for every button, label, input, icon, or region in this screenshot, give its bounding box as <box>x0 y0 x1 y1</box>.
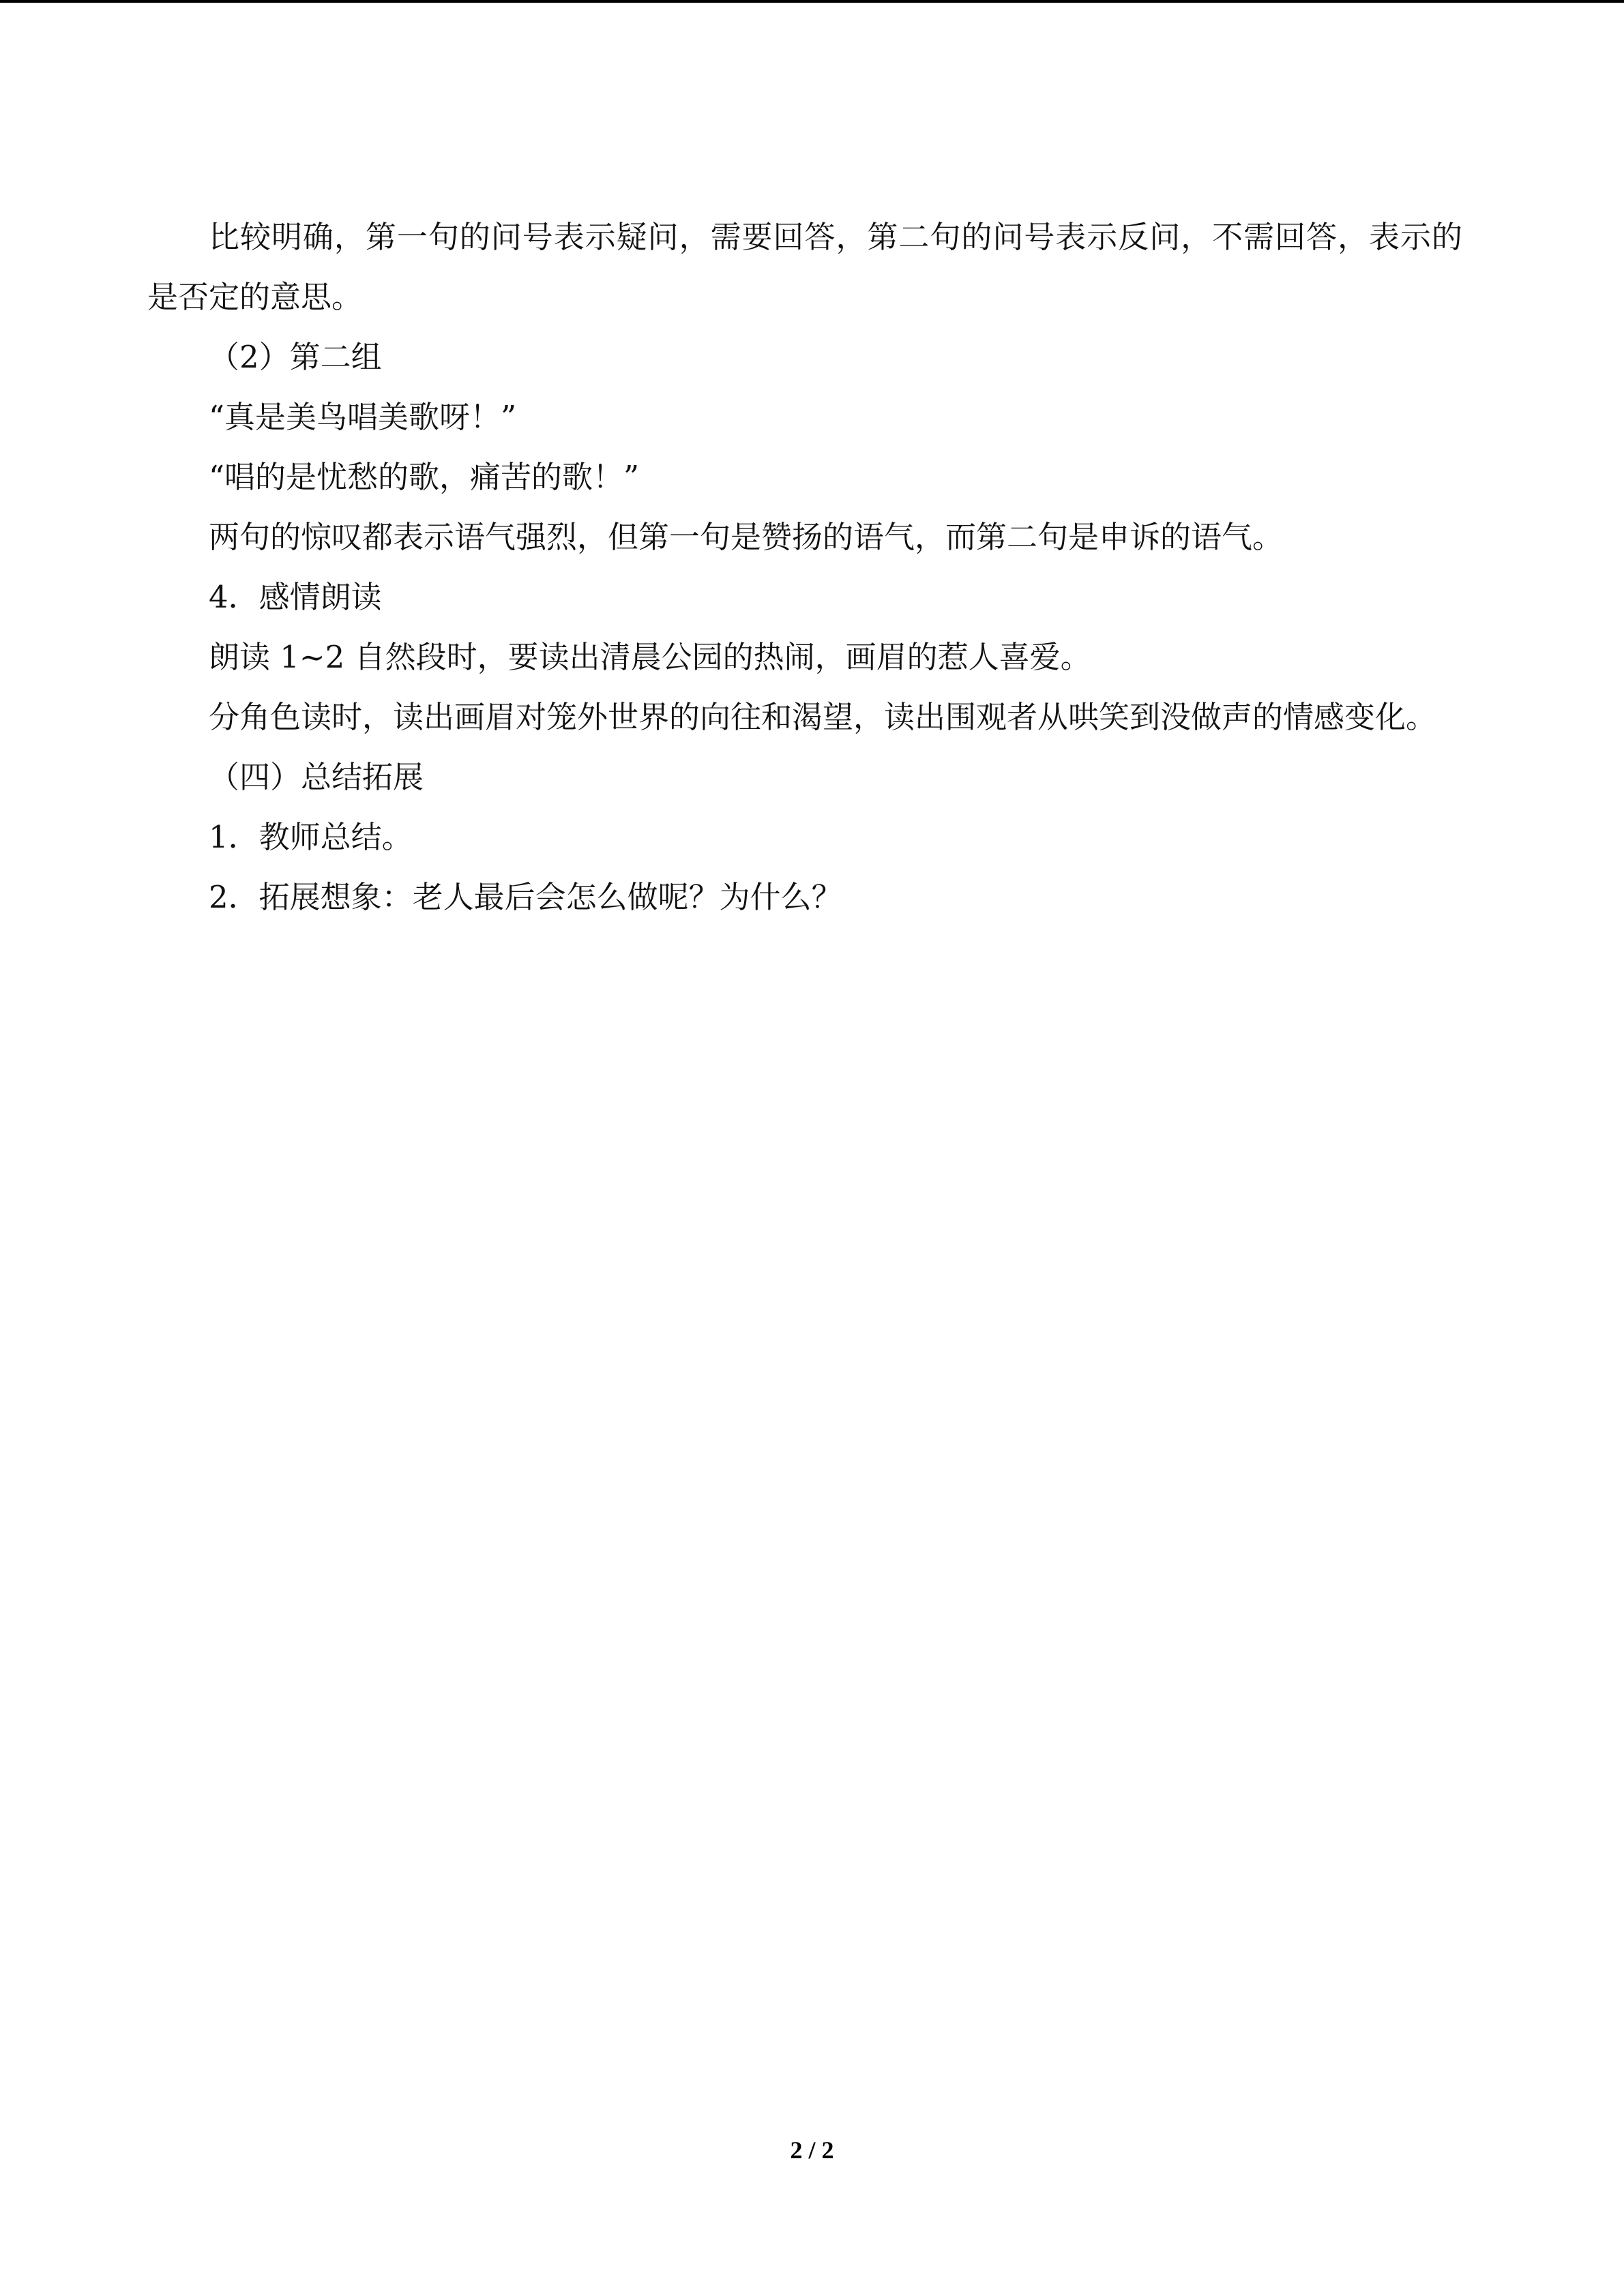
paragraph-section-4-heading: 4．感情朗读 <box>209 579 382 615</box>
paragraph-group-two-heading: （2）第二组 <box>209 339 382 375</box>
paragraph-reading-2: 分角色读时，读出画眉对笼外世界的向往和渴望，读出围观者从哄笑到没做声的情感变化。 <box>209 699 1437 735</box>
paragraph-intro: 比较明确，第一句的问号表示疑问，需要回答，第二句的问号表示反问，不需回答，表示的是否定的意思。 <box>147 219 1462 315</box>
paragraph-quote-one: “真是美鸟唱美歌呀！” <box>209 399 517 435</box>
paragraph-summary-1: 1．教师总结。 <box>209 819 413 855</box>
document-body <box>147 207 1462 927</box>
paragraph-comparison: 两句的惊叹都表示语气强烈，但第一句是赞扬的语气，而第二句是申诉的语气。 <box>209 519 1284 555</box>
paragraph-summary-heading: （四）总结拓展 <box>209 759 424 795</box>
paragraph-reading-1: 朗读 1~2 自然段时，要读出清晨公园的热闹，画眉的惹人喜爱。 <box>209 639 1091 675</box>
paragraph-quote-two: “唱的是忧愁的歌，痛苦的歌！” <box>209 459 640 495</box>
paragraph-summary-2: 2．拓展想象：老人最后会怎么做呢？为什么？ <box>209 879 842 915</box>
page-number: 2 / 2 <box>790 2136 834 2164</box>
